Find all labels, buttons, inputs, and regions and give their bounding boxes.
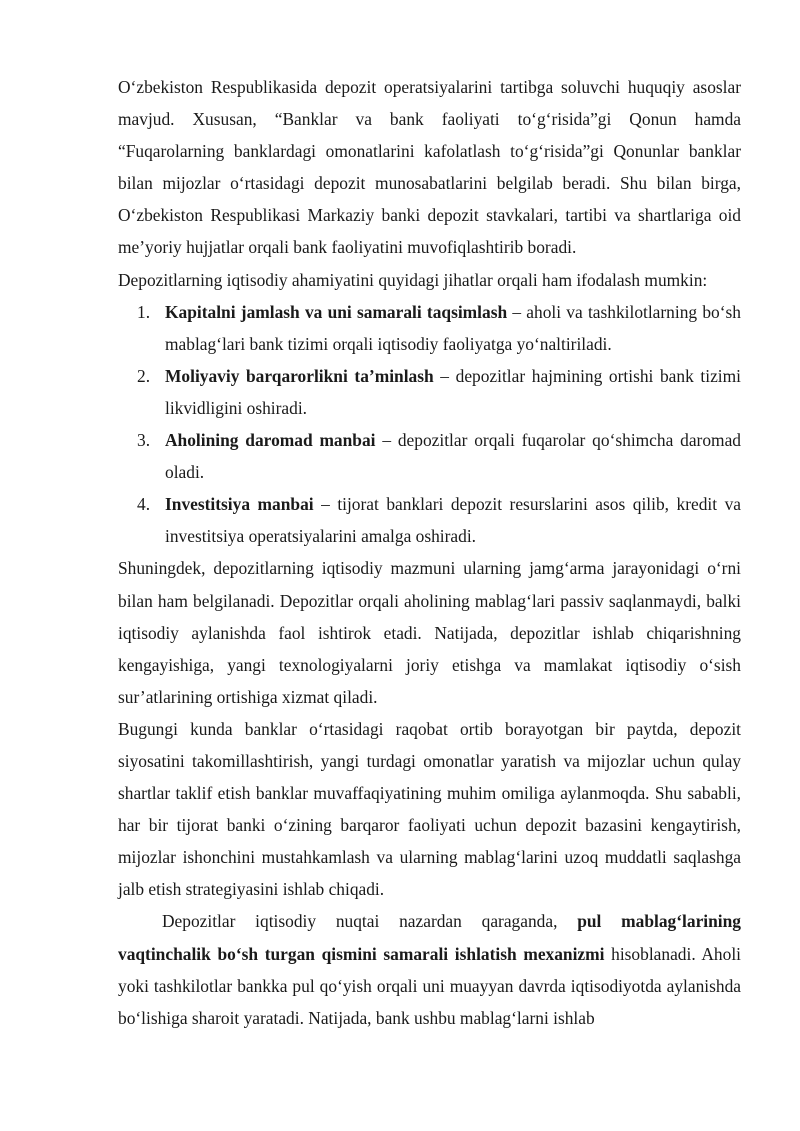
document-page [118, 71, 741, 1034]
list-item-number: 1. [137, 301, 151, 322]
list-item [128, 296, 741, 360]
list-item-heading: Moliyaviy barqarorlikni ta’minlash [165, 365, 434, 386]
list-item-number: 2. [137, 365, 151, 386]
list-item-number: 4. [137, 494, 151, 515]
list-item-heading: Kapitalni jamlash va uni samarali taqsimlash [165, 301, 508, 322]
list-item-text: – depozitlar orqali fuqarolar qo‘shimcha daromad oladi. [165, 430, 741, 483]
list-item-heading: Investitsiya manbai [165, 494, 314, 515]
paragraph-mechanism-start: Depozitlar iqtisodiy nuqtai nazardan qaraganda, [162, 911, 578, 932]
paragraph-mechanism-emphasis: pul mablag‘larining vaqtinchalik bo‘sh turgan qismini samarali ishlatish mexanizmi [118, 911, 741, 964]
list-item [128, 488, 741, 552]
paragraph-mechanism [118, 905, 741, 1033]
paragraph-importance-intro: Depozitlarning iqtisodiy ahamiyatini quyidagi jihatlar orqali ham ifodalash mumkin: [118, 269, 708, 290]
paragraph-competition: Bugungi kunda banklar o‘rtasidagi raqobat ortib borayotgan bir paytda, depozit siyosatini takomillashtirish, yangi turdagi omonatlar yaratish va mijozlar uchun qulay shartlar taklif etish banklar muvaffaqiyatining muhim omiliga aylanmoqda. Shu sababli, har bir tijorat banki o‘zining barqaror faoliyati uchun depozit bazasini kengaytirish, mijozlar ishonchini mustahkamlash va ularning mablag‘larini uzoq muddatli saqlashga jalb etish strategiyasini ishlab chiqadi. [118, 718, 741, 900]
list-item-text: – depozitlar hajmining ortishi bank tizimi likvidligini oshiradi. [165, 365, 741, 418]
paragraph-economic-content: Shuningdek, depozitlarning iqtisodiy mazmuni ularning jamg‘arma jarayonidagi o‘rni bilan ham belgilanadi. Depozitlar orqali aholining mablag‘lari passiv saqlanmaydi, balki iqtisodiy aylanishda faol ishtirok etadi. Natijada, depozitlar ishlab chiqarishning kengayishiga, yangi texnologiyalarni joriy etishga va mamlakat iqtisodiy o‘sish sur’atlarining ortishiga xizmat qiladi. [118, 558, 741, 707]
list-item-text: – tijorat banklari depozit resurslarini asos qilib, kredit va investitsiya operatsiyalarini amalga oshiradi. [165, 494, 741, 547]
list-item-heading: Aholining daromad manbai [165, 430, 376, 451]
list-item [128, 360, 741, 424]
list-item-number: 3. [137, 430, 151, 451]
list-item-text: – aholi va tashkilotlarning bo‘sh mablag‘lari bank tizimi orqali iqtisodiy faoliyatga yo‘naltiriladi. [165, 301, 741, 354]
list-item [128, 424, 741, 488]
paragraph-legal-basis: O‘zbekiston Respublikasida depozit operatsiyalarini tartibga soluvchi huquqiy asoslar mavjud. Xususan, “Banklar va bank faoliyati to‘g‘risida”gi Qonun hamda “Fuqarolarning banklardagi omonatlarini kafolatlash to‘g‘risida”gi Qonunlar banklar bilan mijozlar o‘rtasidagi depozit munosabatlarini belgilab beradi. Shu bilan birga, O‘zbekiston Respublikasi Markaziy banki depozit stavkalari, tartibi va shartlariga oid me’yoriy hujjatlar orqali bank faoliyatini muvofiqlashtirib boradi. [118, 77, 741, 258]
importance-list [118, 296, 741, 553]
paragraph-mechanism-end: hisoblanadi. Aholi yoki tashkilotlar bankka pul qo‘yish orqali uni muayyan davrda iqtisodiyotda aylanishda bo‘lishiga sharoit yaratadi. Natijada, bank ushbu mablag‘larni ishlab [118, 943, 741, 1028]
